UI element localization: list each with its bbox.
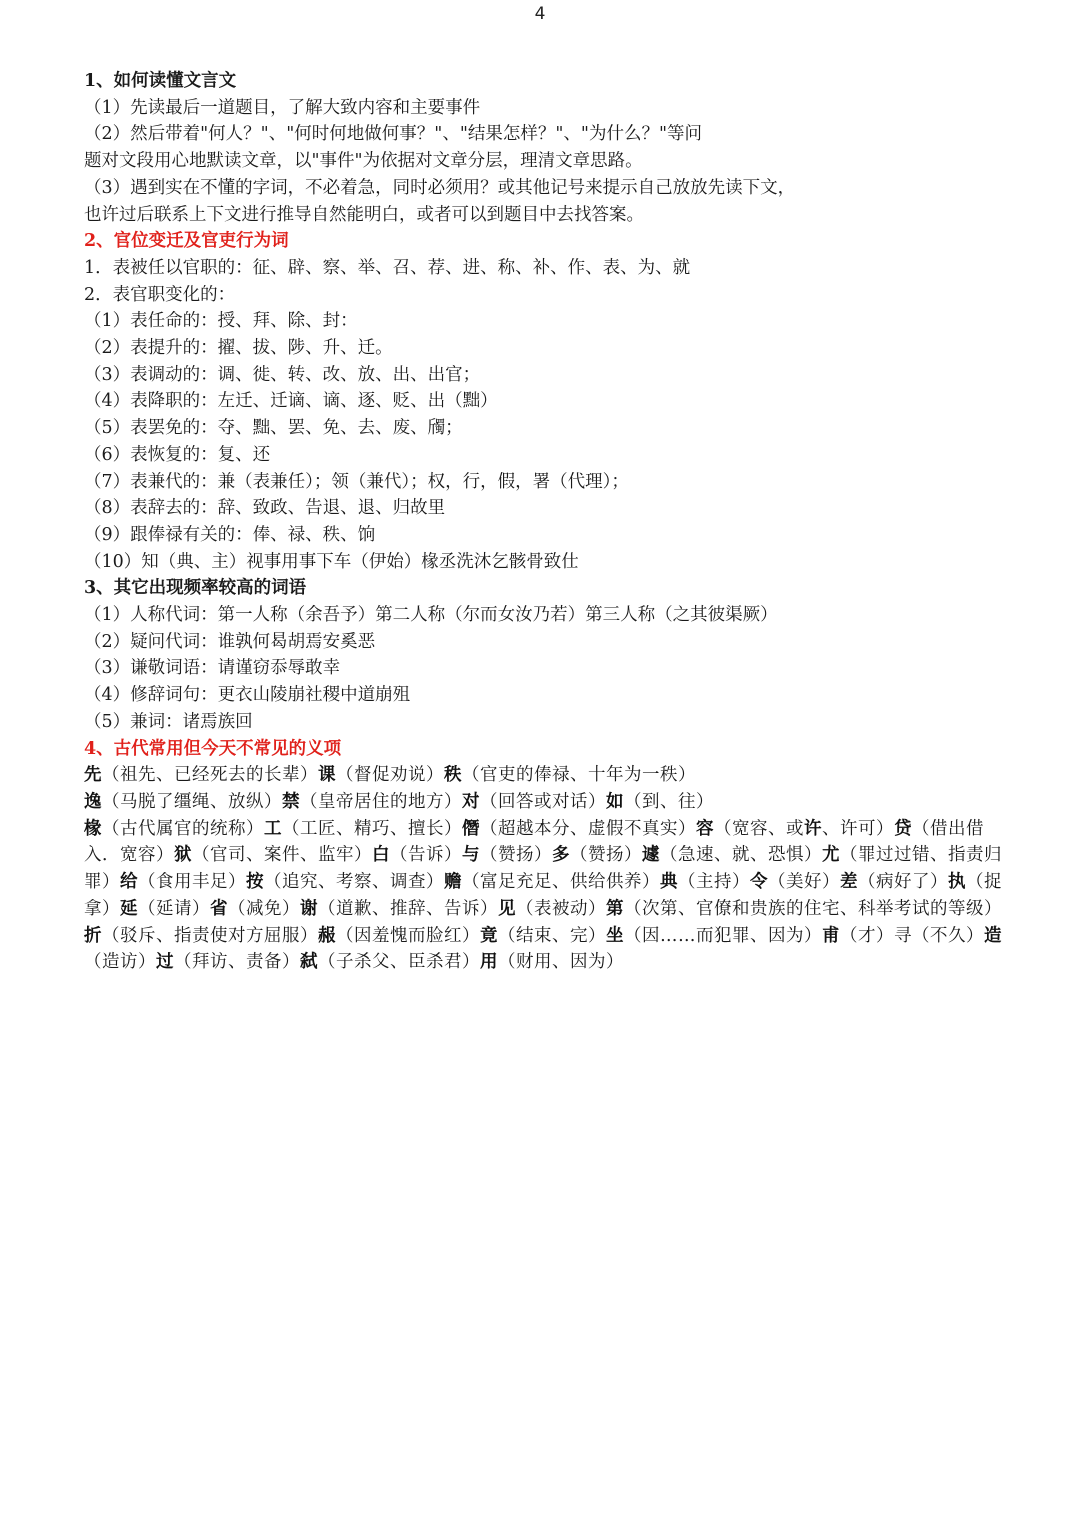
glossary-term: 僭 xyxy=(462,818,480,839)
glossary-term: 遽 xyxy=(642,845,660,866)
glossary-definition: （借出借入．宽容） xyxy=(84,818,984,866)
text-line: （2）疑问代词：谁孰何曷胡焉安奚恶 xyxy=(84,631,376,652)
glossary-definition: （赞扬） xyxy=(570,845,642,866)
glossary-definition: （才）寻（不久） xyxy=(840,925,984,946)
glossary-term: 许 xyxy=(804,818,822,839)
glossary-definition: （捉拿） xyxy=(84,872,1002,919)
text-line: 2．表官职变化的： xyxy=(84,284,236,305)
text-line: （9）跟俸禄有关的：俸、禄、秩、饷 xyxy=(84,524,376,545)
glossary-term: 竟 xyxy=(480,925,498,946)
glossary-term: 工 xyxy=(264,818,282,839)
glossary-term: 狱 xyxy=(174,845,192,866)
text-line: （2）然后带着"何人？"、"何时何地做何事？"、"结果怎样？"、"为什么？"等问 xyxy=(84,124,703,145)
glossary-definition: （罪过过错、指责归罪） xyxy=(84,845,1002,893)
glossary-definition: （次第、官僚和贵族的住宅、科举考试的等级） xyxy=(624,898,1002,919)
text-line: （3）遇到实在不懂的字词，不必着急，同时必须用？或其他记号来提示自己放放先读下文， xyxy=(84,177,796,198)
glossary-term: 坐 xyxy=(606,925,624,946)
glossary-term: 过 xyxy=(156,952,174,973)
text-line: （6）表恢复的：复、还 xyxy=(84,444,271,465)
document-body xyxy=(84,68,1004,976)
glossary-definition: （工匠、精巧、擅长） xyxy=(282,818,462,839)
glossary-term: 禁 xyxy=(282,791,300,812)
glossary-term: 执 xyxy=(948,872,966,893)
glossary-term: 容 xyxy=(696,818,714,839)
text-line: （8）表辞去的：辞、致政、告退、退、归故里 xyxy=(84,498,446,519)
section-heading: 4、古代常用但今天不常见的义项 xyxy=(84,738,342,759)
glossary-term: 对 xyxy=(462,791,480,812)
glossary-term: 典 xyxy=(660,872,678,893)
glossary-paragraph xyxy=(84,789,1004,816)
glossary-paragraph xyxy=(84,762,1004,789)
glossary-definition: （追究、考察、调查） xyxy=(264,872,444,893)
text-line: （10）知（典、主）视事用事下车（伊始）椽丞洗沐乞骸骨致仕 xyxy=(84,551,579,572)
glossary-term: 课 xyxy=(318,765,336,786)
glossary-term: 赡 xyxy=(444,872,462,893)
glossary-paragraph xyxy=(84,816,1004,976)
glossary-definition: （驳斥、指责使对方屈服） xyxy=(102,925,318,946)
glossary-definition: （拜访、责备） xyxy=(174,952,300,973)
glossary-definition: （赞扬） xyxy=(480,845,552,866)
glossary-definition: （皇帝居住的地方） xyxy=(300,791,462,812)
glossary-definition: （财用、因为） xyxy=(498,952,624,973)
glossary-definition: （主持） xyxy=(678,872,750,893)
text-line: （5）兼词：诸焉族回 xyxy=(84,711,253,732)
text-line: （1）人称代词：第一人称（余吾予）第二人称（尔而女汝乃若）第三人称（之其彼渠厥） xyxy=(84,605,778,626)
glossary-definition: （告诉） xyxy=(390,845,462,866)
glossary-definition: （急速、就、恐惧） xyxy=(660,845,822,866)
section-heading: 3、其它出现频率较高的词语 xyxy=(84,578,307,599)
glossary-term: 多 xyxy=(552,845,570,866)
glossary-definition: （表被动） xyxy=(516,898,606,919)
glossary-term: 按 xyxy=(246,872,264,893)
glossary-term: 见 xyxy=(498,898,516,919)
text-line: （3）谦敬词语：请谨窃忝辱敢幸 xyxy=(84,658,341,679)
glossary-definition: （回答或对话） xyxy=(480,791,606,812)
glossary-term: 给 xyxy=(120,872,138,893)
section-heading: 2、官位变迁及官吏行为词 xyxy=(84,231,289,252)
glossary-term: 赧 xyxy=(318,925,336,946)
glossary-definition: （到、往） xyxy=(624,791,714,812)
text-line: （4）表降职的：左迁、迁谪、谪、逐、贬、出（黜） xyxy=(84,391,498,412)
glossary-definition: （因……而犯罪、因为） xyxy=(624,925,822,946)
glossary-term: 折 xyxy=(84,925,102,946)
glossary-term: 甫 xyxy=(822,925,840,946)
text-line: （1）表任命的：授、拜、除、封： xyxy=(84,311,358,332)
glossary-definition: （造访） xyxy=(84,952,156,973)
glossary-term: 与 xyxy=(462,845,480,866)
glossary-definition: （病好了） xyxy=(858,872,948,893)
section-heading: 1、如何读懂文言文 xyxy=(84,71,237,91)
glossary-definition: （超越本分、虚假不真实） xyxy=(480,818,696,839)
glossary-definition: （道歉、推辞、告诉） xyxy=(318,898,498,919)
glossary-definition: （宽容、或 xyxy=(714,818,804,839)
glossary-term: 令 xyxy=(750,872,768,893)
text-line: （7）表兼代的：兼（表兼任）；领（兼代）；权，行，假，署（代理）； xyxy=(84,471,629,492)
glossary-term: 如 xyxy=(606,791,624,812)
glossary-definition: （结束、完） xyxy=(498,925,606,946)
glossary-term: 省 xyxy=(210,898,228,919)
glossary-term: 差 xyxy=(840,872,858,893)
glossary-definition: （督促劝说） xyxy=(336,765,444,786)
glossary-term: 先 xyxy=(84,765,102,786)
text-line: （4）修辞词句：更衣山陵崩社稷中道崩殂 xyxy=(84,685,411,706)
glossary-term: 逸 xyxy=(84,791,102,812)
glossary-term: 谢 xyxy=(300,898,318,919)
glossary-definition: （官司、案件、监牢） xyxy=(192,845,372,866)
glossary-term: 秩 xyxy=(444,765,462,786)
text-line: （1）先读最后一道题目，了解大致内容和主要事件 xyxy=(84,97,481,118)
glossary-term: 第 xyxy=(606,898,624,919)
glossary-definition: （美好） xyxy=(768,872,840,893)
glossary-term: 白 xyxy=(372,845,390,866)
glossary-term: 椽 xyxy=(84,818,102,839)
glossary-definition: （马脱了缰绳、放纵） xyxy=(102,791,282,812)
glossary-definition: （古代属官的统称） xyxy=(102,818,264,839)
page-number: 4 xyxy=(534,4,546,24)
text-line: 1．表被任以官职的：征、辟、察、举、召、荐、进、称、补、作、表、为、就 xyxy=(84,257,691,278)
glossary-definition: 、许可） xyxy=(822,818,894,839)
glossary-definition: （延请） xyxy=(138,898,210,919)
text-line: 题对文段用心地默读文章，以"事件"为依据对文章分层，理清文章思路。 xyxy=(84,151,643,172)
text-line: 也许过后联系上下文进行推导自然能明白，或者可以到题目中去找答案。 xyxy=(84,204,644,225)
glossary-term: 延 xyxy=(120,898,138,919)
glossary-term: 用 xyxy=(480,952,498,973)
text-line: （5）表罢免的：夺、黜、罢、免、去、废、斶； xyxy=(84,418,463,439)
glossary-definition: （祖先、已经死去的长辈） xyxy=(102,765,318,786)
glossary-definition: （富足充足、供给供养） xyxy=(462,872,660,893)
glossary-definition: （减免） xyxy=(228,898,300,919)
glossary-term: 造 xyxy=(984,925,1002,946)
glossary-definition: （食用丰足） xyxy=(138,872,246,893)
glossary-definition: （因羞愧而脸红） xyxy=(336,925,480,946)
glossary-term: 贷 xyxy=(894,818,912,839)
text-line: （2）表提升的：擢、拔、陟、升、迁。 xyxy=(84,338,393,359)
glossary-term: 弑 xyxy=(300,952,318,973)
glossary-term: 尤 xyxy=(822,845,840,866)
text-line: （3）表调动的：调、徙、转、改、放、出、出官； xyxy=(84,364,481,385)
glossary-definition: （官吏的俸禄、十年为一秩） xyxy=(462,765,696,786)
glossary-definition: （子杀父、臣杀君） xyxy=(318,952,480,973)
